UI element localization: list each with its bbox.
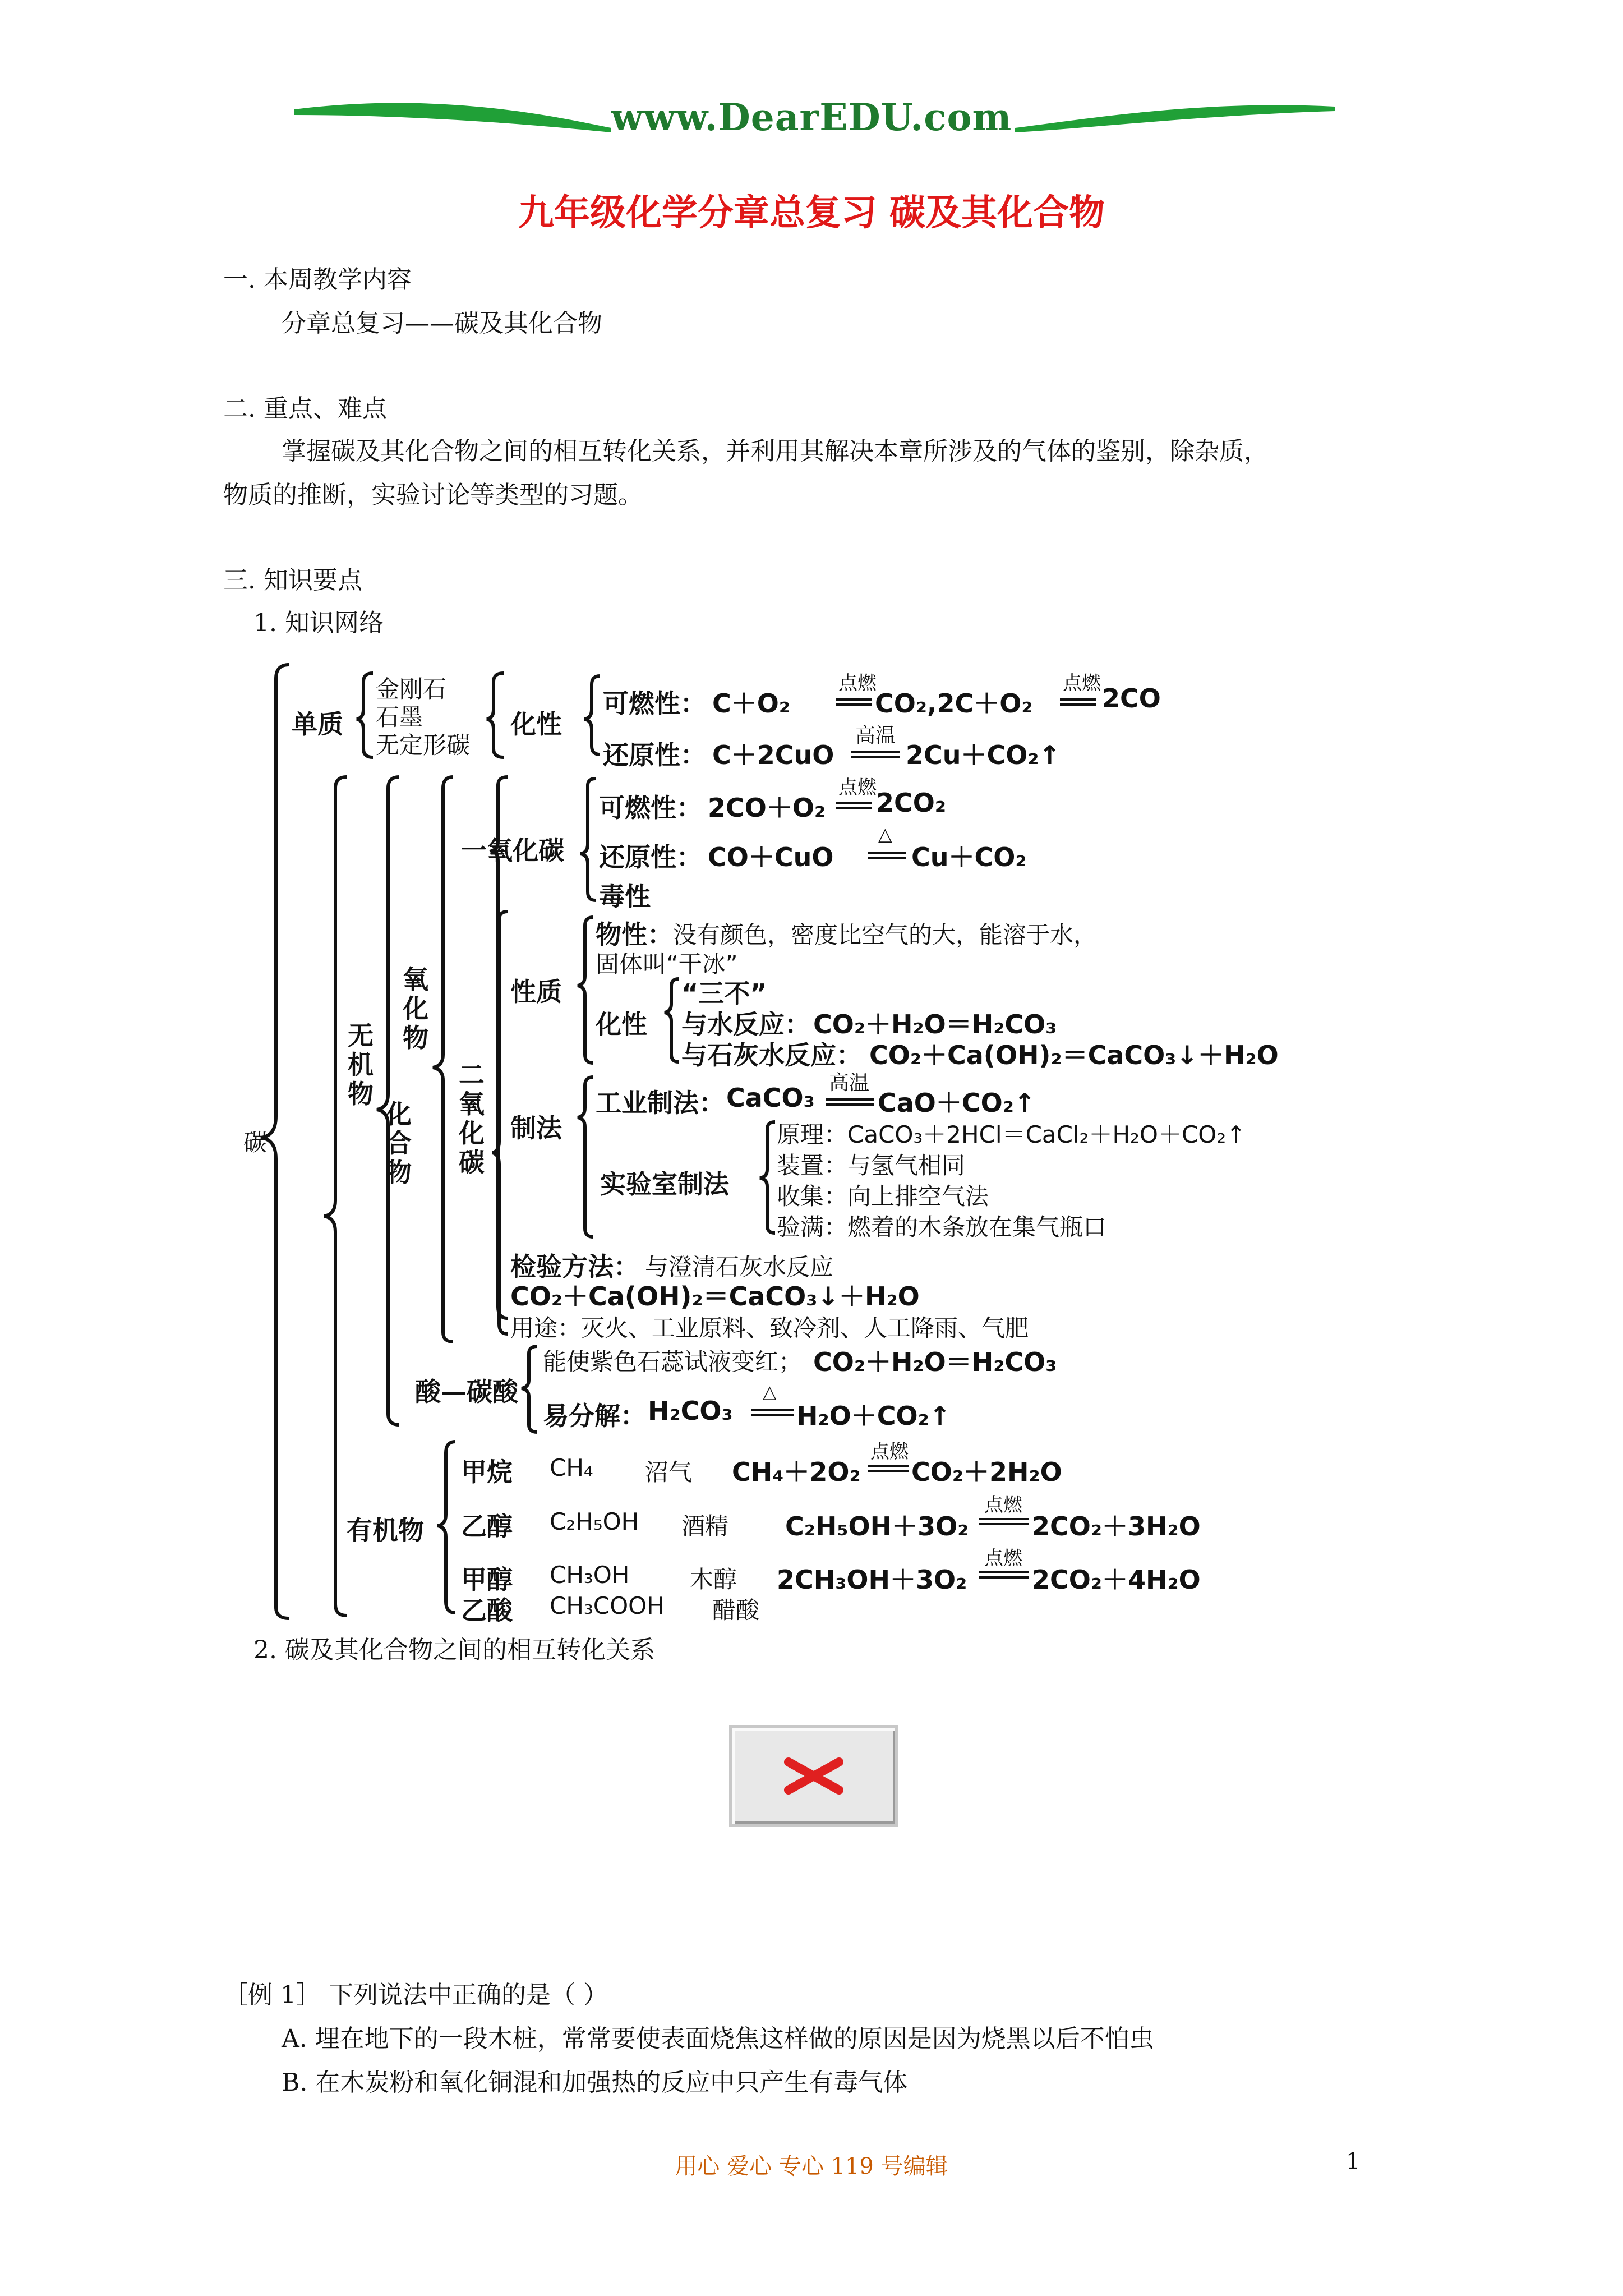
- diagram-yanghuawu: 氧化物: [403, 964, 428, 1053]
- page-title: 九年级化学分章总复习 碳及其化合物: [518, 192, 1105, 234]
- co2-physical-1: 没有颜色，密度比空气的大，能溶于水，: [673, 921, 1098, 949]
- co-combustion-eq-b: 2CO₂: [876, 788, 947, 818]
- broken-image-placeholder: [729, 1725, 898, 1827]
- section-3-sub-2: 2. 碳及其化合物之间的相互转化关系: [253, 1636, 655, 1664]
- diagram-co2: 二氧化碳: [459, 1060, 485, 1177]
- allotrope-diamond: 金刚石: [376, 675, 447, 703]
- c-combustion-eq-3: 2CO: [1102, 683, 1161, 714]
- co-toxicity: 毒性: [599, 881, 651, 912]
- diagram-huaxing: 化性: [510, 709, 562, 739]
- section-1-text: 分章总复习——碳及其化合物: [282, 309, 602, 338]
- carbonic-acid: 酸—碳酸: [415, 1377, 518, 1407]
- example-1-question: ［例 1］ 下列说法中正确的是（ ）: [223, 1981, 608, 2009]
- organic-ethanol-eq-b: 2CO₂＋3H₂O: [1032, 1511, 1201, 1542]
- c-reduction-label: 还原性：: [603, 740, 706, 770]
- organic-ethanol-name: 乙醇: [461, 1511, 513, 1542]
- allotrope-graphite: 石墨: [376, 703, 423, 731]
- co2-limewater-label: 与石灰水反应：: [681, 1040, 862, 1070]
- organic-methanol-alias: 木醇: [690, 1566, 737, 1593]
- diagram-root-carbon: 碳: [243, 1129, 268, 1156]
- condition-ignite-1: 点燃: [838, 672, 877, 694]
- condition-ignite-3: 点燃: [838, 776, 877, 799]
- co2-test-text: 与澄清石灰水反应: [645, 1253, 834, 1281]
- section-2-text-1: 掌握碳及其化合物之间的相互转化关系，并利用其解决本章所涉及的气体的鉴别，除杂质，: [282, 437, 1269, 466]
- c-combustion-eq-2: CO₂,2C＋O₂: [875, 688, 1033, 719]
- condition-high-temp-1: 高温: [855, 724, 896, 747]
- co2-properties: 性质: [510, 977, 562, 1007]
- acid-litmus-text: 能使紫色石蕊试液变红；: [543, 1348, 803, 1375]
- organic-acetic-formula: CH₃COOH: [550, 1592, 665, 1619]
- organic-methanol-eq-b: 2CO₂＋4H₂O: [1032, 1565, 1201, 1595]
- co2-three-nots: “三不”: [681, 978, 767, 1009]
- organic-ethanol-formula: C₂H₅OH: [550, 1508, 639, 1535]
- organic-methane-name: 甲烷: [461, 1457, 513, 1487]
- page-footer: 用心 爱心 专心 119 号编辑: [675, 2154, 948, 2179]
- section-2-heading: 二. 重点、难点: [223, 394, 387, 423]
- lab-collection: 收集：向上排空气法: [777, 1182, 989, 1210]
- co2-test-label: 检验方法：: [510, 1251, 639, 1282]
- organic-ethanol-alias: 酒精: [681, 1512, 729, 1540]
- co2-uses: 用途：灭火、工业原料、致冷剂、人工降雨、气肥: [510, 1314, 1029, 1342]
- organic-compounds: 有机物: [347, 1515, 424, 1545]
- condition-ignite-5: 点燃: [984, 1494, 1022, 1516]
- organic-methane-eq: CH₄＋2O₂: [732, 1457, 861, 1487]
- acid-litmus-eq: CO₂＋H₂O＝H₂CO₃: [813, 1347, 1057, 1377]
- acid-decompose-label: 易分解：: [543, 1401, 646, 1431]
- section-3-sub-1: 1. 知识网络: [253, 609, 384, 637]
- diagram-wujiwu: 无机物: [348, 1020, 374, 1109]
- diagram-co: 一氧化碳: [461, 835, 564, 866]
- condition-ignite-2: 点燃: [1063, 672, 1101, 694]
- condition-heat-2: △: [763, 1381, 777, 1402]
- diagram-danzhi: 单质: [292, 709, 343, 739]
- section-2-text-2: 物质的推断，实验讨论等类型的习题。: [223, 481, 643, 509]
- organic-acetic-alias: 醋酸: [712, 1596, 760, 1624]
- co2-water-eq: CO₂＋H₂O＝H₂CO₃: [813, 1009, 1057, 1039]
- acid-decompose-eq-b: H₂O＋CO₂↑: [796, 1401, 951, 1431]
- organic-acetic-name: 乙酸: [461, 1595, 513, 1626]
- broken-image-icon: [732, 1728, 895, 1824]
- co2-water-label: 与水反应：: [681, 1009, 810, 1039]
- co2-chemical: 化性: [596, 1009, 647, 1039]
- co-combustion-label: 可燃性：: [599, 793, 702, 823]
- organic-methanol-eq: 2CH₃OH＋3O₂: [777, 1565, 967, 1595]
- co-combustion-eq: 2CO＋O₂: [708, 793, 826, 823]
- industrial-method-label: 工业制法：: [596, 1088, 725, 1118]
- c-reduction-eq-b: 2Cu＋CO₂↑: [906, 740, 1061, 770]
- section-1-heading: 一. 本周教学内容: [223, 265, 412, 294]
- organic-methane-eq-b: CO₂＋2H₂O: [911, 1457, 1062, 1487]
- c-combustion-eq-1: C＋O₂: [712, 688, 791, 719]
- lab-method: 实验室制法: [600, 1169, 729, 1199]
- organic-ethanol-eq: C₂H₅OH＋3O₂: [785, 1511, 969, 1542]
- co2-test-eq: CO₂＋Ca(OH)₂＝CaCO₃↓＋H₂O: [510, 1281, 920, 1312]
- co2-physical-2: 固体叫“干冰”: [596, 950, 738, 978]
- c-combustion-label: 可燃性：: [603, 688, 706, 719]
- acid-decompose-eq: H₂CO₃: [648, 1396, 733, 1426]
- section-3-heading: 三. 知识要点: [223, 566, 362, 595]
- industrial-method-eq-b: CaO＋CO₂↑: [878, 1088, 1036, 1118]
- co2-preparation: 制法: [510, 1113, 562, 1143]
- co2-limewater-eq: CO₂＋Ca(OH)₂＝CaCO₃↓＋H₂O: [869, 1040, 1279, 1070]
- organic-methanol-name: 甲醇: [461, 1565, 513, 1595]
- condition-high-temp-2: 高温: [829, 1071, 870, 1094]
- co-reduction-eq: CO＋CuO: [708, 842, 834, 872]
- page-number: 1: [1346, 2148, 1361, 2174]
- co-reduction-eq-b: Cu＋CO₂: [911, 842, 1027, 872]
- condition-ignite-6: 点燃: [984, 1547, 1022, 1570]
- lab-principle: 原理：CaCO₃＋2HCl＝CaCl₂＋H₂O＋CO₂↑: [777, 1121, 1246, 1148]
- organic-methanol-formula: CH₃OH: [550, 1561, 630, 1589]
- lab-full-test: 验满：燃着的木条放在集气瓶口: [777, 1213, 1107, 1241]
- organic-methane-formula: CH₄: [550, 1454, 593, 1481]
- allotrope-amorphous: 无定形碳: [376, 731, 471, 759]
- condition-ignite-4: 点燃: [870, 1441, 909, 1463]
- co-reduction-label: 还原性：: [599, 842, 702, 872]
- example-1-option-a: A. 埋在地下的一段木桩，常常要使表面烧焦这样做的原因是因为烧黑以后不怕虫: [282, 2024, 1154, 2053]
- condition-heat-1: △: [878, 823, 892, 845]
- site-url: www.DearEDU.com: [611, 95, 1012, 139]
- organic-methane-alias: 沼气: [645, 1458, 693, 1486]
- diagram-huahewu: 化合物: [386, 1099, 412, 1188]
- c-reduction-eq: C＋2CuO: [712, 740, 834, 770]
- lab-apparatus: 装置：与氢气相同: [777, 1152, 966, 1179]
- example-1-option-b: B. 在木炭粉和氧化铜混和加强热的反应中只产生有毒气体: [282, 2068, 908, 2097]
- co2-physical-label: 物性：: [596, 919, 673, 950]
- industrial-method-eq: CaCO₃: [726, 1083, 815, 1113]
